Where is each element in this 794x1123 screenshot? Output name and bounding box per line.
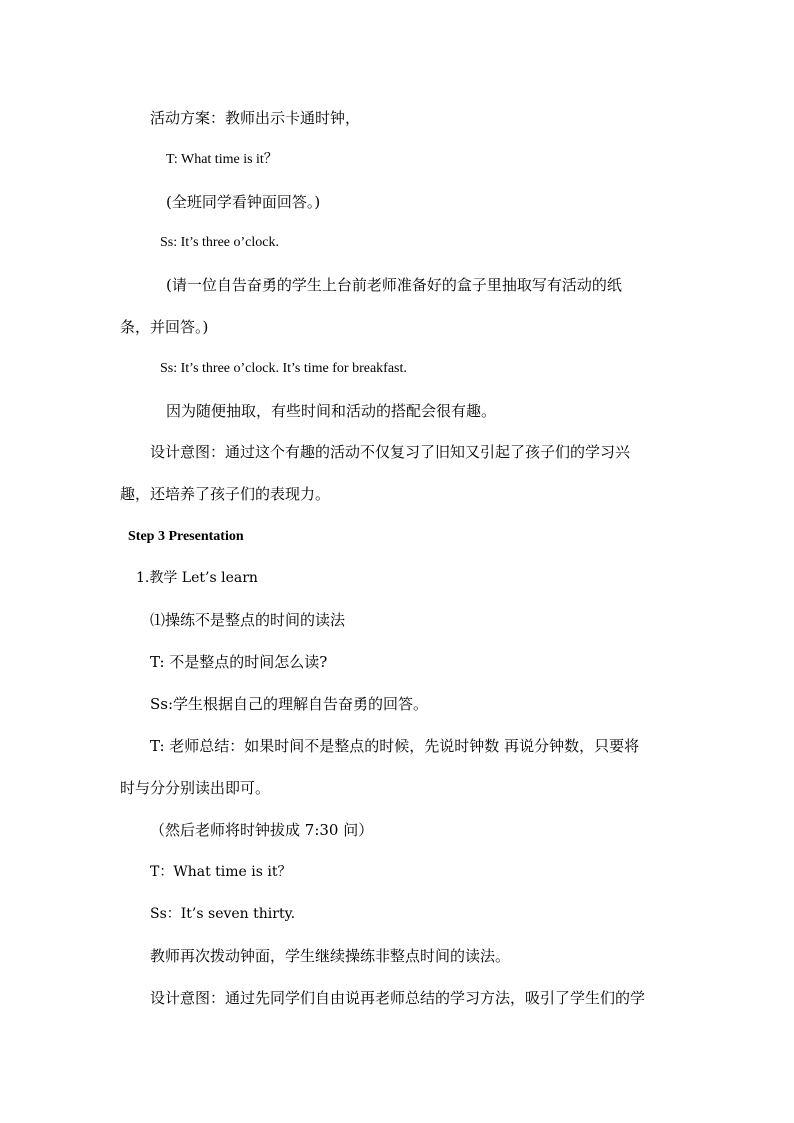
teacher-prompt-line: T: 不是整点的时间怎么读? xyxy=(150,653,328,671)
final-design-intent-line: 设计意图：通过先同学们自由说再老师总结的学习方法，吸引了学生们的学 xyxy=(150,989,646,1007)
teacher-time-question: T：What time is it？ xyxy=(150,864,292,880)
activity-plan-line: 活动方案：教师出示卡通时钟， xyxy=(150,109,361,127)
volunteer-instruction-continuation: 条，并回答。) xyxy=(120,318,209,336)
class-answer-note: (全班同学看钟面回答。) xyxy=(166,193,321,211)
students-response-line: Ss:学生根据自己的理解自告奋勇的回答。 xyxy=(150,695,429,713)
teacher-summary-continuation: 时与分分别读出即可。 xyxy=(120,779,271,797)
design-intent-line: 设计意图：通过这个有趣的活动不仅复习了旧知又引起了孩子们的学习兴 xyxy=(150,443,631,461)
step-heading: Step 3 Presentation xyxy=(128,529,244,544)
volunteer-instruction-line: (请一位自告奋勇的学生上台前老师准备好的盒子里抽取写有活动的纸 xyxy=(166,276,622,294)
design-intent-continuation: 趣，还培养了孩子们的表现力。 xyxy=(120,485,331,503)
teacher-summary-line: T: 老师总结：如果时间不是整点的时候，先说时钟数 再说分钟数，只要将 xyxy=(150,737,640,755)
lesson-item-line: 1.教学 Let’s learn xyxy=(136,570,258,586)
teacher-question-line: T: What time is it？ xyxy=(166,152,278,167)
students-seven-thirty-answer: Ss：It’s seven thirty. xyxy=(150,906,296,922)
random-draw-note: 因为随便抽取，有些时间和活动的搭配会很有趣。 xyxy=(166,402,497,420)
clock-setting-note: （然后老师将时钟拔成 7:30 问） xyxy=(150,821,374,839)
students-breakfast-line: Ss: It’s three o’clock. It’s time for breakfast. xyxy=(160,361,407,376)
practice-item-line: ⑴操练不是整点的时间的读法 xyxy=(150,611,346,629)
students-answer-line: Ss: It’s three o’clock. xyxy=(160,235,279,250)
practice-continuation-note: 教师再次拨动钟面，学生继续操练非整点时间的读法。 xyxy=(150,947,511,965)
